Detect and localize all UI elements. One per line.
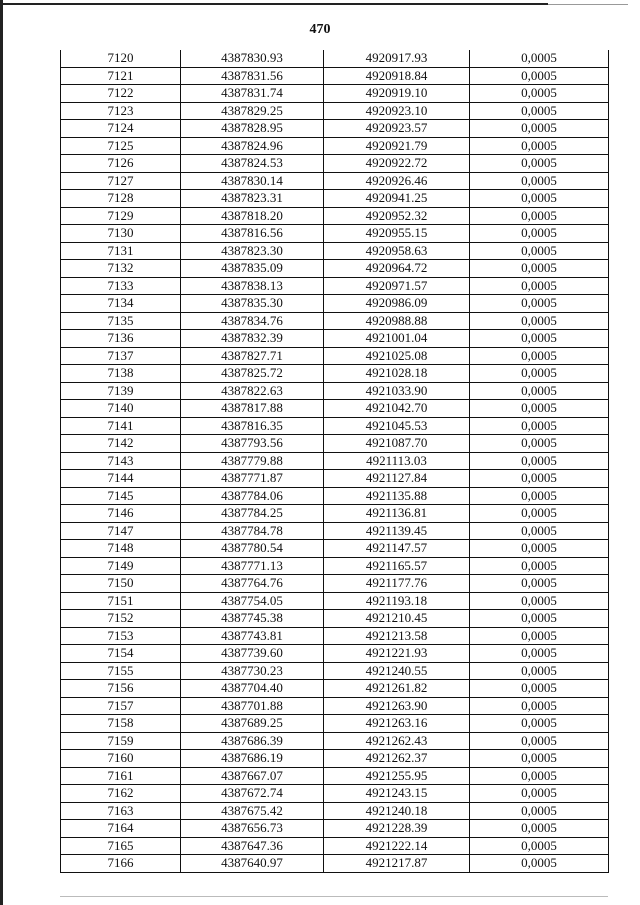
y-coordinate-cell: 4921001.04 <box>324 330 470 348</box>
x-coordinate-cell: 4387828.95 <box>181 120 324 138</box>
point-number-cell: 7166 <box>61 855 181 873</box>
table-row <box>61 767 609 785</box>
x-coordinate-cell: 4387824.96 <box>181 137 324 155</box>
x-coordinate-cell: 4387701.88 <box>181 697 324 715</box>
table-row <box>61 435 609 453</box>
y-coordinate-cell: 4920918.84 <box>324 67 470 85</box>
tolerance-cell: 0,0005 <box>470 400 609 418</box>
point-number-cell: 7144 <box>61 470 181 488</box>
table-row <box>61 697 609 715</box>
scan-left-edge <box>0 0 3 905</box>
point-number-cell: 7132 <box>61 260 181 278</box>
y-coordinate-cell: 4920955.15 <box>324 225 470 243</box>
point-number-cell: 7127 <box>61 172 181 190</box>
x-coordinate-cell: 4387784.78 <box>181 522 324 540</box>
y-coordinate-cell: 4921240.18 <box>324 802 470 820</box>
table-row <box>61 190 609 208</box>
table-row <box>61 470 609 488</box>
point-number-cell: 7138 <box>61 365 181 383</box>
y-coordinate-cell: 4921263.90 <box>324 697 470 715</box>
tolerance-cell: 0,0005 <box>470 67 609 85</box>
y-coordinate-cell: 4921193.18 <box>324 592 470 610</box>
y-coordinate-cell: 4921213.58 <box>324 627 470 645</box>
tolerance-cell: 0,0005 <box>470 295 609 313</box>
y-coordinate-cell: 4920958.63 <box>324 242 470 260</box>
point-number-cell: 7121 <box>61 67 181 85</box>
table-row <box>61 347 609 365</box>
y-coordinate-cell: 4920952.32 <box>324 207 470 225</box>
x-coordinate-cell: 4387739.60 <box>181 645 324 663</box>
y-coordinate-cell: 4921025.08 <box>324 347 470 365</box>
point-number-cell: 7126 <box>61 155 181 173</box>
point-number-cell: 7141 <box>61 417 181 435</box>
table-row <box>61 557 609 575</box>
tolerance-cell: 0,0005 <box>470 837 609 855</box>
y-coordinate-cell: 4921087.70 <box>324 435 470 453</box>
table-row <box>61 750 609 768</box>
x-coordinate-cell: 4387704.40 <box>181 680 324 698</box>
tolerance-cell: 0,0005 <box>470 610 609 628</box>
table-row <box>61 802 609 820</box>
point-number-cell: 7159 <box>61 732 181 750</box>
tolerance-cell: 0,0005 <box>470 522 609 540</box>
x-coordinate-cell: 4387780.54 <box>181 540 324 558</box>
point-number-cell: 7125 <box>61 137 181 155</box>
tolerance-cell: 0,0005 <box>470 820 609 838</box>
point-number-cell: 7155 <box>61 662 181 680</box>
table-row <box>61 295 609 313</box>
tolerance-cell: 0,0005 <box>470 382 609 400</box>
point-number-cell: 7128 <box>61 190 181 208</box>
y-coordinate-cell: 4921228.39 <box>324 820 470 838</box>
y-coordinate-cell: 4921221.93 <box>324 645 470 663</box>
point-number-cell: 7151 <box>61 592 181 610</box>
y-coordinate-cell: 4921147.57 <box>324 540 470 558</box>
tolerance-cell: 0,0005 <box>470 680 609 698</box>
y-coordinate-cell: 4921042.70 <box>324 400 470 418</box>
point-number-cell: 7124 <box>61 120 181 138</box>
tolerance-cell: 0,0005 <box>470 225 609 243</box>
y-coordinate-cell: 4920986.09 <box>324 295 470 313</box>
y-coordinate-cell: 4921127.84 <box>324 470 470 488</box>
x-coordinate-cell: 4387730.23 <box>181 662 324 680</box>
y-coordinate-cell: 4921261.82 <box>324 680 470 698</box>
y-coordinate-cell: 4921262.37 <box>324 750 470 768</box>
y-coordinate-cell: 4920964.72 <box>324 260 470 278</box>
tolerance-cell: 0,0005 <box>470 365 609 383</box>
point-number-cell: 7129 <box>61 207 181 225</box>
table-row <box>61 85 609 103</box>
tolerance-cell: 0,0005 <box>470 557 609 575</box>
point-number-cell: 7163 <box>61 802 181 820</box>
x-coordinate-cell: 4387656.73 <box>181 820 324 838</box>
tolerance-cell: 0,0005 <box>470 435 609 453</box>
x-coordinate-cell: 4387771.87 <box>181 470 324 488</box>
y-coordinate-cell: 4921243.15 <box>324 785 470 803</box>
point-number-cell: 7156 <box>61 680 181 698</box>
tolerance-cell: 0,0005 <box>470 470 609 488</box>
table-row <box>61 365 609 383</box>
point-number-cell: 7135 <box>61 312 181 330</box>
point-number-cell: 7120 <box>61 50 181 67</box>
point-number-cell: 7160 <box>61 750 181 768</box>
x-coordinate-cell: 4387831.74 <box>181 85 324 103</box>
tolerance-cell: 0,0005 <box>470 260 609 278</box>
tolerance-cell: 0,0005 <box>470 785 609 803</box>
tolerance-cell: 0,0005 <box>470 120 609 138</box>
x-coordinate-cell: 4387829.25 <box>181 102 324 120</box>
x-coordinate-cell: 4387667.07 <box>181 767 324 785</box>
x-coordinate-cell: 4387825.72 <box>181 365 324 383</box>
tolerance-cell: 0,0005 <box>470 715 609 733</box>
tolerance-cell: 0,0005 <box>470 662 609 680</box>
point-number-cell: 7136 <box>61 330 181 348</box>
x-coordinate-cell: 4387793.56 <box>181 435 324 453</box>
y-coordinate-cell: 4920926.46 <box>324 172 470 190</box>
table-row <box>61 225 609 243</box>
tolerance-cell: 0,0005 <box>470 750 609 768</box>
table-row <box>61 312 609 330</box>
point-number-cell: 7150 <box>61 575 181 593</box>
point-number-cell: 7139 <box>61 382 181 400</box>
y-coordinate-cell: 4920919.10 <box>324 85 470 103</box>
x-coordinate-cell: 4387832.39 <box>181 330 324 348</box>
table-row <box>61 785 609 803</box>
table-row <box>61 732 609 750</box>
tolerance-cell: 0,0005 <box>470 487 609 505</box>
y-coordinate-cell: 4920923.10 <box>324 102 470 120</box>
x-coordinate-cell: 4387686.19 <box>181 750 324 768</box>
y-coordinate-cell: 4921113.03 <box>324 452 470 470</box>
table-row <box>61 540 609 558</box>
y-coordinate-cell: 4920921.79 <box>324 137 470 155</box>
table-row <box>61 120 609 138</box>
x-coordinate-cell: 4387784.06 <box>181 487 324 505</box>
x-coordinate-cell: 4387764.76 <box>181 575 324 593</box>
tolerance-cell: 0,0005 <box>470 627 609 645</box>
coordinates-table <box>60 50 609 873</box>
table-row <box>61 855 609 873</box>
x-coordinate-cell: 4387835.30 <box>181 295 324 313</box>
tolerance-cell: 0,0005 <box>470 137 609 155</box>
tolerance-cell: 0,0005 <box>470 452 609 470</box>
y-coordinate-cell: 4920971.57 <box>324 277 470 295</box>
y-coordinate-cell: 4921240.55 <box>324 662 470 680</box>
table-row <box>61 592 609 610</box>
table-row <box>61 680 609 698</box>
y-coordinate-cell: 4921139.45 <box>324 522 470 540</box>
table-row <box>61 715 609 733</box>
x-coordinate-cell: 4387822.63 <box>181 382 324 400</box>
y-coordinate-cell: 4921262.43 <box>324 732 470 750</box>
point-number-cell: 7154 <box>61 645 181 663</box>
table-row <box>61 242 609 260</box>
table-row <box>61 645 609 663</box>
top-rule-thin <box>548 4 628 5</box>
x-coordinate-cell: 4387827.71 <box>181 347 324 365</box>
table-row <box>61 260 609 278</box>
table-row <box>61 452 609 470</box>
table-row <box>61 67 609 85</box>
x-coordinate-cell: 4387672.74 <box>181 785 324 803</box>
x-coordinate-cell: 4387686.39 <box>181 732 324 750</box>
page-number: 470 <box>309 22 331 37</box>
point-number-cell: 7165 <box>61 837 181 855</box>
point-number-cell: 7164 <box>61 820 181 838</box>
table-row <box>61 207 609 225</box>
table-row <box>61 172 609 190</box>
tolerance-cell: 0,0005 <box>470 540 609 558</box>
y-coordinate-cell: 4921177.76 <box>324 575 470 593</box>
tolerance-cell: 0,0005 <box>470 347 609 365</box>
table-row <box>61 277 609 295</box>
tolerance-cell: 0,0005 <box>470 505 609 523</box>
tolerance-cell: 0,0005 <box>470 312 609 330</box>
x-coordinate-cell: 4387675.42 <box>181 802 324 820</box>
tolerance-cell: 0,0005 <box>470 242 609 260</box>
tolerance-cell: 0,0005 <box>470 277 609 295</box>
point-number-cell: 7130 <box>61 225 181 243</box>
y-coordinate-cell: 4921028.18 <box>324 365 470 383</box>
y-coordinate-cell: 4920923.57 <box>324 120 470 138</box>
y-coordinate-cell: 4921217.87 <box>324 855 470 873</box>
table-row <box>61 575 609 593</box>
bottom-rule <box>60 896 608 897</box>
x-coordinate-cell: 4387835.09 <box>181 260 324 278</box>
x-coordinate-cell: 4387838.13 <box>181 277 324 295</box>
x-coordinate-cell: 4387647.36 <box>181 837 324 855</box>
point-number-cell: 7149 <box>61 557 181 575</box>
point-number-cell: 7148 <box>61 540 181 558</box>
y-coordinate-cell: 4920922.72 <box>324 155 470 173</box>
y-coordinate-cell: 4921165.57 <box>324 557 470 575</box>
y-coordinate-cell: 4921135.88 <box>324 487 470 505</box>
point-number-cell: 7137 <box>61 347 181 365</box>
tolerance-cell: 0,0005 <box>470 50 609 67</box>
table-row <box>61 627 609 645</box>
table-row <box>61 820 609 838</box>
x-coordinate-cell: 4387743.81 <box>181 627 324 645</box>
y-coordinate-cell: 4921255.95 <box>324 767 470 785</box>
x-coordinate-cell: 4387754.05 <box>181 592 324 610</box>
table-row <box>61 137 609 155</box>
table-row <box>61 522 609 540</box>
x-coordinate-cell: 4387823.31 <box>181 190 324 208</box>
x-coordinate-cell: 4387823.30 <box>181 242 324 260</box>
tolerance-cell: 0,0005 <box>470 575 609 593</box>
tolerance-cell: 0,0005 <box>470 417 609 435</box>
tolerance-cell: 0,0005 <box>470 172 609 190</box>
y-coordinate-cell: 4920988.88 <box>324 312 470 330</box>
point-number-cell: 7152 <box>61 610 181 628</box>
y-coordinate-cell: 4921033.90 <box>324 382 470 400</box>
table-row <box>61 610 609 628</box>
x-coordinate-cell: 4387784.25 <box>181 505 324 523</box>
y-coordinate-cell: 4920941.25 <box>324 190 470 208</box>
y-coordinate-cell: 4920917.93 <box>324 50 470 67</box>
tolerance-cell: 0,0005 <box>470 85 609 103</box>
x-coordinate-cell: 4387640.97 <box>181 855 324 873</box>
tolerance-cell: 0,0005 <box>470 697 609 715</box>
table-row <box>61 330 609 348</box>
tolerance-cell: 0,0005 <box>470 207 609 225</box>
table-row <box>61 382 609 400</box>
point-number-cell: 7140 <box>61 400 181 418</box>
x-coordinate-cell: 4387689.25 <box>181 715 324 733</box>
table-row <box>61 417 609 435</box>
x-coordinate-cell: 4387817.88 <box>181 400 324 418</box>
x-coordinate-cell: 4387816.56 <box>181 225 324 243</box>
table-row <box>61 400 609 418</box>
x-coordinate-cell: 4387830.93 <box>181 50 324 67</box>
point-number-cell: 7134 <box>61 295 181 313</box>
x-coordinate-cell: 4387779.88 <box>181 452 324 470</box>
y-coordinate-cell: 4921136.81 <box>324 505 470 523</box>
tolerance-cell: 0,0005 <box>470 732 609 750</box>
point-number-cell: 7122 <box>61 85 181 103</box>
point-number-cell: 7146 <box>61 505 181 523</box>
x-coordinate-cell: 4387834.76 <box>181 312 324 330</box>
top-rule <box>0 3 548 5</box>
table-row <box>61 50 609 67</box>
tolerance-cell: 0,0005 <box>470 592 609 610</box>
table-row <box>61 155 609 173</box>
x-coordinate-cell: 4387824.53 <box>181 155 324 173</box>
x-coordinate-cell: 4387831.56 <box>181 67 324 85</box>
tolerance-cell: 0,0005 <box>470 190 609 208</box>
tolerance-cell: 0,0005 <box>470 155 609 173</box>
point-number-cell: 7131 <box>61 242 181 260</box>
point-number-cell: 7153 <box>61 627 181 645</box>
x-coordinate-cell: 4387745.38 <box>181 610 324 628</box>
point-number-cell: 7158 <box>61 715 181 733</box>
table-row <box>61 837 609 855</box>
tolerance-cell: 0,0005 <box>470 645 609 663</box>
y-coordinate-cell: 4921045.53 <box>324 417 470 435</box>
y-coordinate-cell: 4921210.45 <box>324 610 470 628</box>
tolerance-cell: 0,0005 <box>470 330 609 348</box>
point-number-cell: 7145 <box>61 487 181 505</box>
point-number-cell: 7162 <box>61 785 181 803</box>
point-number-cell: 7133 <box>61 277 181 295</box>
y-coordinate-cell: 4921263.16 <box>324 715 470 733</box>
point-number-cell: 7143 <box>61 452 181 470</box>
tolerance-cell: 0,0005 <box>470 855 609 873</box>
tolerance-cell: 0,0005 <box>470 802 609 820</box>
x-coordinate-cell: 4387830.14 <box>181 172 324 190</box>
x-coordinate-cell: 4387818.20 <box>181 207 324 225</box>
x-coordinate-cell: 4387816.35 <box>181 417 324 435</box>
y-coordinate-cell: 4921222.14 <box>324 837 470 855</box>
tolerance-cell: 0,0005 <box>470 767 609 785</box>
tolerance-cell: 0,0005 <box>470 102 609 120</box>
coordinates-table-body <box>61 50 609 872</box>
point-number-cell: 7161 <box>61 767 181 785</box>
point-number-cell: 7123 <box>61 102 181 120</box>
table-row <box>61 505 609 523</box>
x-coordinate-cell: 4387771.13 <box>181 557 324 575</box>
point-number-cell: 7142 <box>61 435 181 453</box>
table-row <box>61 662 609 680</box>
table-row <box>61 487 609 505</box>
table-row <box>61 102 609 120</box>
point-number-cell: 7147 <box>61 522 181 540</box>
point-number-cell: 7157 <box>61 697 181 715</box>
